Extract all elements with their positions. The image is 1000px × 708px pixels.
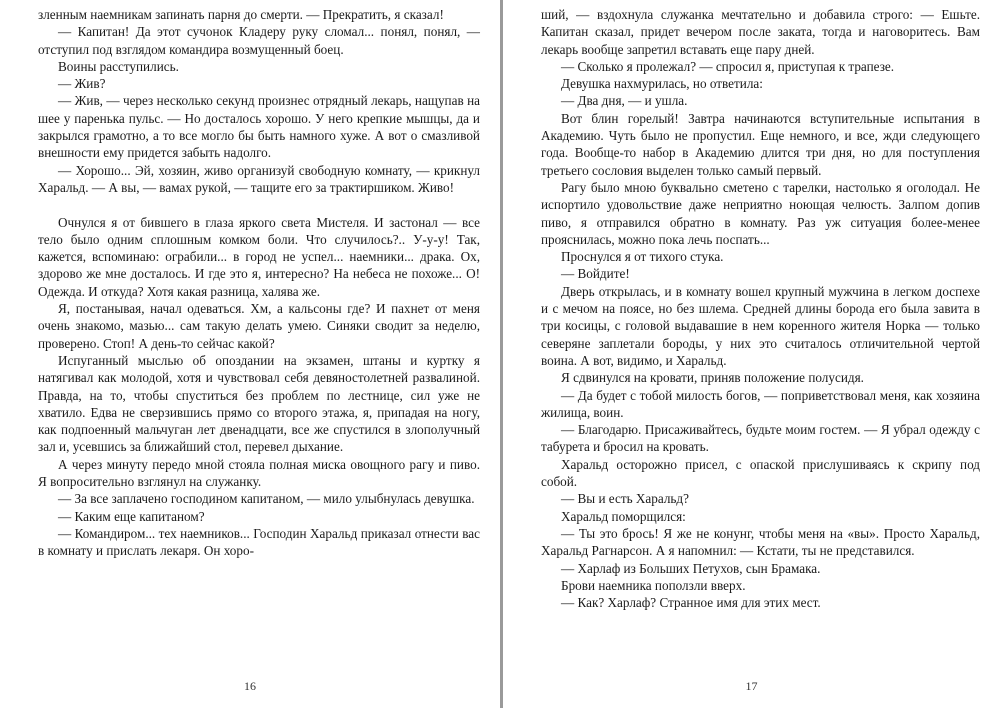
paragraph: ший, — вздохнула служанка мечтательно и добавила строго: — Ешьте. Капитан сказал, придет вечером после заката, тогда и наговоритесь. Вам лекарь вообще запретил вставать еще пару дней.	[541, 7, 980, 57]
paragraph: — Капитан! Да этот сучонок Кладеру руку сломал... понял, понял, — отступил под взглядом командира возмущенный боец.	[38, 24, 480, 57]
paragraph: — Сколько я пролежал? — спросил я, приступая к трапезе.	[561, 58, 895, 74]
paragraph: Девушка нахмурилась, но ответила:	[561, 76, 763, 92]
paragraph: Брови наемника поползли вверх.	[561, 577, 746, 593]
paragraph: Очнулся я от бившего в глаза яркого света Мистеля. И застонал — все тело было одним сплошным комком боли. Что случилось?.. У-у-у! Так, кажется, вспоминаю: ограбили... в город не успел... наемники... драка. Ох, здорово же мне досталось. И где это я, интересно? На небеса не похоже... О! Одежда. И откуда? Хотя какая разница, халява же.	[38, 214, 480, 299]
paragraph: Харальд поморщился:	[561, 508, 686, 524]
right-page-text	[541, 6, 980, 611]
paragraph: — Ты это брось! Я же не конунг, чтобы меня на «вы». Просто Харальд, Харальд Рагнарсон. А я напомнил: — Кстати, ты не представился.	[541, 525, 980, 559]
paragraph: зленным наемникам запинать парня до смерти. — Прекратить, я сказал!	[38, 7, 444, 22]
paragraph: — За все заплачено господином капитаном, — мило улыбнулась девушка.	[58, 491, 475, 507]
paragraph: Харальд осторожно присел, с опаской прислушиваясь к скрипу под собой.	[541, 456, 980, 490]
paragraph: — Войдите!	[561, 266, 630, 282]
paragraph: Испуганный мыслью об опоздании на экзамен, штаны и куртку я натягивал как молодой, хотя и чувствовал себя девяностолетней развалиной. Правда, на то, чтобы спуститься без проблем по лестнице, сил уже не хватило. Едва не сверзившись прямо со второго этажа, я, припадая на ногу, как подпоенный мальчуган лет двенадцати, все же спустился в злополучный зал и, усевшись за ближайший стол, перевел дыхание.	[38, 352, 480, 455]
paragraph: Я сдвинулся на кровати, приняв положение полусидя.	[561, 370, 864, 386]
paragraph: Дверь открылась, и в комнату вошел крупный мужчина в легком доспехе и с мечом на поясе, но без шлема. Средней длины борода его была завита в три косицы, с головой выдавашие в нем коренного жителя Норка — только северяне заплетали бороды, у них это считалось отличительной чертой воина. А вот, видимо, и Харальд.	[541, 283, 980, 368]
paragraph: — Харлаф из Больших Петухов, сын Брамака.	[561, 560, 821, 576]
paragraph: Проснулся я от тихого стука.	[561, 249, 724, 265]
paragraph: — Жив, — через несколько секунд произнес отрядный лекарь, нащупав на шее у паренька пульс. — Но досталось хорошо. У него крепкие мышцы, да и закрылся грамотно, а то все могло бы быть намного хуже. А вот о смазливой внешности ему придется забыть надолго.	[38, 93, 480, 161]
page-number: 17	[745, 679, 758, 693]
paragraph: Воины расступились.	[58, 58, 179, 74]
paragraph: — Вы и есть Харальд?	[561, 491, 689, 507]
paragraph: — Благодарю. Присаживайтесь, будьте моим гостем. — Я убрал одежду с табурета и бросил на кровать.	[541, 422, 980, 455]
paragraph: Вот блин горелый! Завтра начинаются вступительные испытания в Академию. Чуть было не пропустил. Еще немного, и все, жди следующего года. Вообще-то набор в Академию длится три дня, но для поступления третьего сословия выделен только самый первый.	[541, 110, 980, 178]
paragraph: Я, постанывая, начал одеваться. Хм, а кальсоны где? И пахнет от меня очень знакомо, мазью... сам такую делать умею. Синяки сводит за неделю, проверено. Стоп! А день-то сейчас какой?	[38, 301, 480, 351]
left-page-text	[38, 6, 480, 560]
page-number: 16	[244, 679, 256, 693]
paragraph: — Как? Харлаф? Странное имя для этих мест.	[561, 595, 821, 611]
paragraph: — Жив?	[58, 76, 106, 92]
paragraph: — Каким еще капитаном?	[58, 508, 205, 524]
paragraph: — Командиром... тех наемников... Господин Харальд приказал отнести вас в комнату и прислать лекаря. Он хоро-	[38, 525, 480, 559]
paragraph: — Да будет с тобой милость богов, — поприветствовал меня, как хозяина жилища, воин.	[541, 387, 980, 420]
paragraph: — Два дня, — и ушла.	[561, 93, 688, 109]
paragraph: Рагу было мною буквально сметено с тарелки, настолько я оголодал. Не испортило удовольствие даже неприятно ноющая челюсть. Залпом допив пиво, я отправился обратно в комнату. Раз уж ситуация более-менее прояснилась, можно пока лечь поспать...	[541, 179, 980, 247]
right-page	[500, 0, 1000, 708]
paragraph: А через минуту передо мной стояла полная миска овощного рагу и пиво. Я вопросительно взглянул на служанку.	[38, 456, 480, 490]
paragraph: — Хорошо... Эй, хозяин, живо организуй свободную комнату, — крикнул Харальд. — А вы, — вамах рукой, — тащите его за трактиршиком. Живо!	[38, 162, 480, 195]
